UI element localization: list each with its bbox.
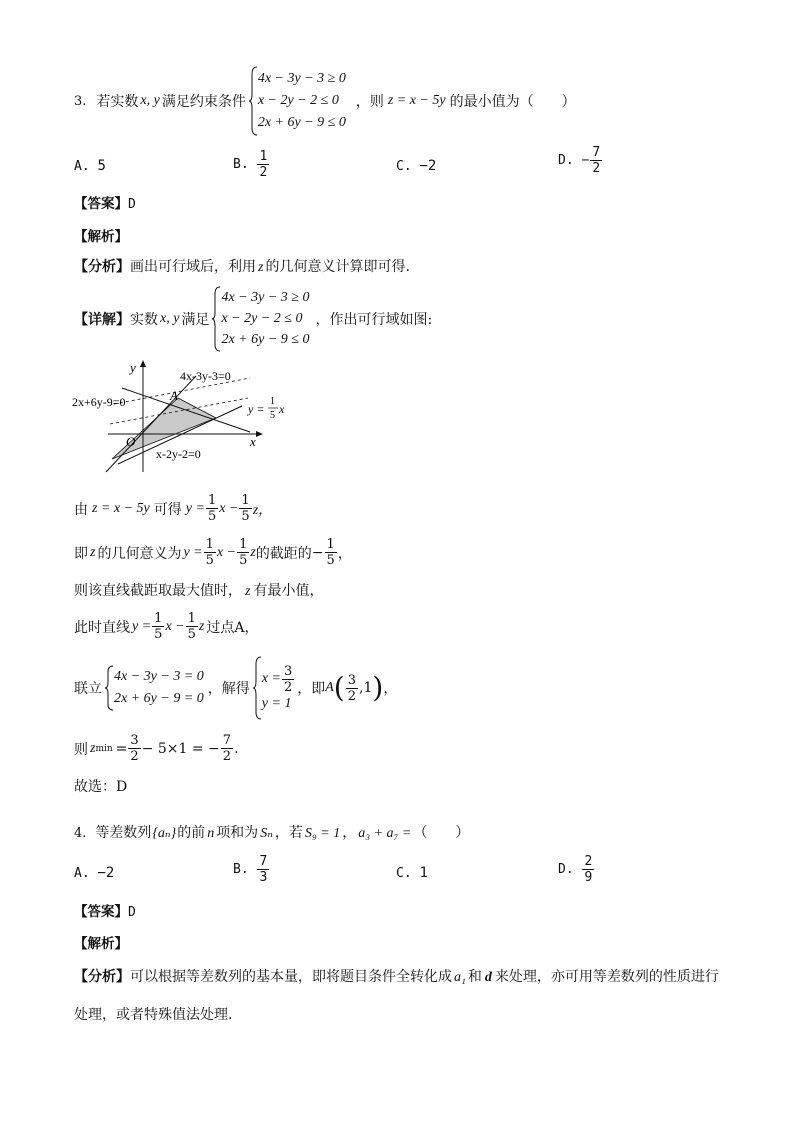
- origin-label: O: [126, 434, 136, 449]
- axis-label-y: y: [130, 360, 136, 375]
- q3-stem: 3. 若实数 x, y 满足约束条件 4x − 3y − 3 ≥ 0 x − 2y − 2 ≤ 0 2x + 6y − 9 ≤ 0 ，则 z = x − 5y 的最小值为（ ）: [74, 66, 576, 136]
- q4-answer: 【答案】D: [74, 904, 136, 920]
- point-A-label: A: [170, 388, 178, 403]
- left-brace-icon: [104, 665, 114, 711]
- dash-label-den: 5: [270, 410, 275, 421]
- left-brace-icon: [211, 286, 221, 352]
- feasible-region-figure: [70, 360, 290, 480]
- q3-step2: 即 z 的几何意义为 y = $\frac{1}{5}$ x − $\frac{1}{5}$ z 的截距的 − $\frac{1}{5}$ ，: [74, 537, 352, 568]
- q4-option-b[interactable]: B. $\frac{7}{3}$: [233, 854, 268, 885]
- q3-xiangjie: 【详解】 实数 x, y 满足 4x − 3y − 3 ≥ 0 x − 2y − 2 ≤ 0 2x + 6y − 9 ≤ 0 ，作出可行域如图:: [74, 286, 432, 352]
- q3-option-c[interactable]: C. −2: [396, 158, 437, 174]
- line-label-1: 4x-3y-3=0: [180, 369, 231, 383]
- left-brace-icon: [252, 656, 262, 720]
- dash-label-prefix: y =: [248, 402, 265, 416]
- dash-label-num: 1: [270, 396, 275, 407]
- q4-option-d[interactable]: D. $\frac{2}{9}$: [558, 854, 593, 885]
- q3-step4: 此时直线 y = $\frac{1}{5}$ x − $\frac{1}{5}$ z 过点A，: [74, 611, 259, 642]
- y-axis-arrow-icon: [140, 360, 146, 367]
- line-label-3: x-2y-2=0: [156, 447, 201, 461]
- q3-step5: 联立 4x − 3y − 3 = 0 2x + 6y − 9 = 0 ，解得 x = $\frac{3}{2}$ y = 1 ，即 A ( $\frac{3}{2}$ ,1 ) ，: [74, 656, 397, 720]
- q3-step1: 由 z = x − 5y 可得 y = $\frac{1}{5}$ x − $\frac{1}{5}$ z，: [74, 493, 273, 524]
- x-axis-arrow-icon: [256, 431, 263, 437]
- q4-analysis-tag: 【解析】: [74, 936, 128, 952]
- q4-stem: 4. 等差数列{aₙ}的前 n 项和为 Sₙ ，若 S₉ = 1 ， a₃ + a₇ = （ ）: [74, 825, 470, 841]
- q3-analysis-tag: 【解析】: [74, 229, 128, 245]
- q4-option-c[interactable]: C. 1: [396, 865, 428, 881]
- q4-fenxi: 【分析】可以根据等差数列的基本量，即将题目条件全转化成 a₁ 和 d 来处理，亦可用等差数列的性质进行: [74, 969, 719, 985]
- q3-step6: 则 z min = $\frac{3}{2}$ − 5×1 = − $\frac{7}{2}$ .: [74, 733, 239, 764]
- axis-label-x: x: [250, 434, 256, 449]
- q3-constraint-system: 4x − 3y − 3 ≥ 0 x − 2y − 2 ≤ 0 2x + 6y − 9 ≤ 0: [248, 66, 346, 136]
- q3-option-b[interactable]: B. $\frac{1}{2}$: [233, 149, 268, 180]
- left-brace-icon: [248, 66, 258, 136]
- q4-option-a[interactable]: A. −2: [74, 865, 115, 881]
- q3-number: 3.: [74, 93, 87, 109]
- q3-option-a[interactable]: A. 5: [74, 158, 106, 174]
- q3-answer: 【答案】D: [74, 196, 136, 212]
- dash-label-x: x: [279, 402, 285, 416]
- q4-fenxi-line2: 处理，或者特殊值法处理.: [74, 1007, 233, 1023]
- q3-fenxi: 【分析】画出可行域后，利用 z 的几何意义计算即可得.: [74, 259, 410, 275]
- q3-option-d[interactable]: D. − $\frac{7}{2}$: [558, 145, 601, 176]
- q3-step3: 则该直线截距取最大值时， z 有最小值，: [74, 583, 324, 599]
- q3-choose: 故选：D: [74, 779, 128, 795]
- line-label-2: 2x+6y-9=0: [72, 395, 126, 409]
